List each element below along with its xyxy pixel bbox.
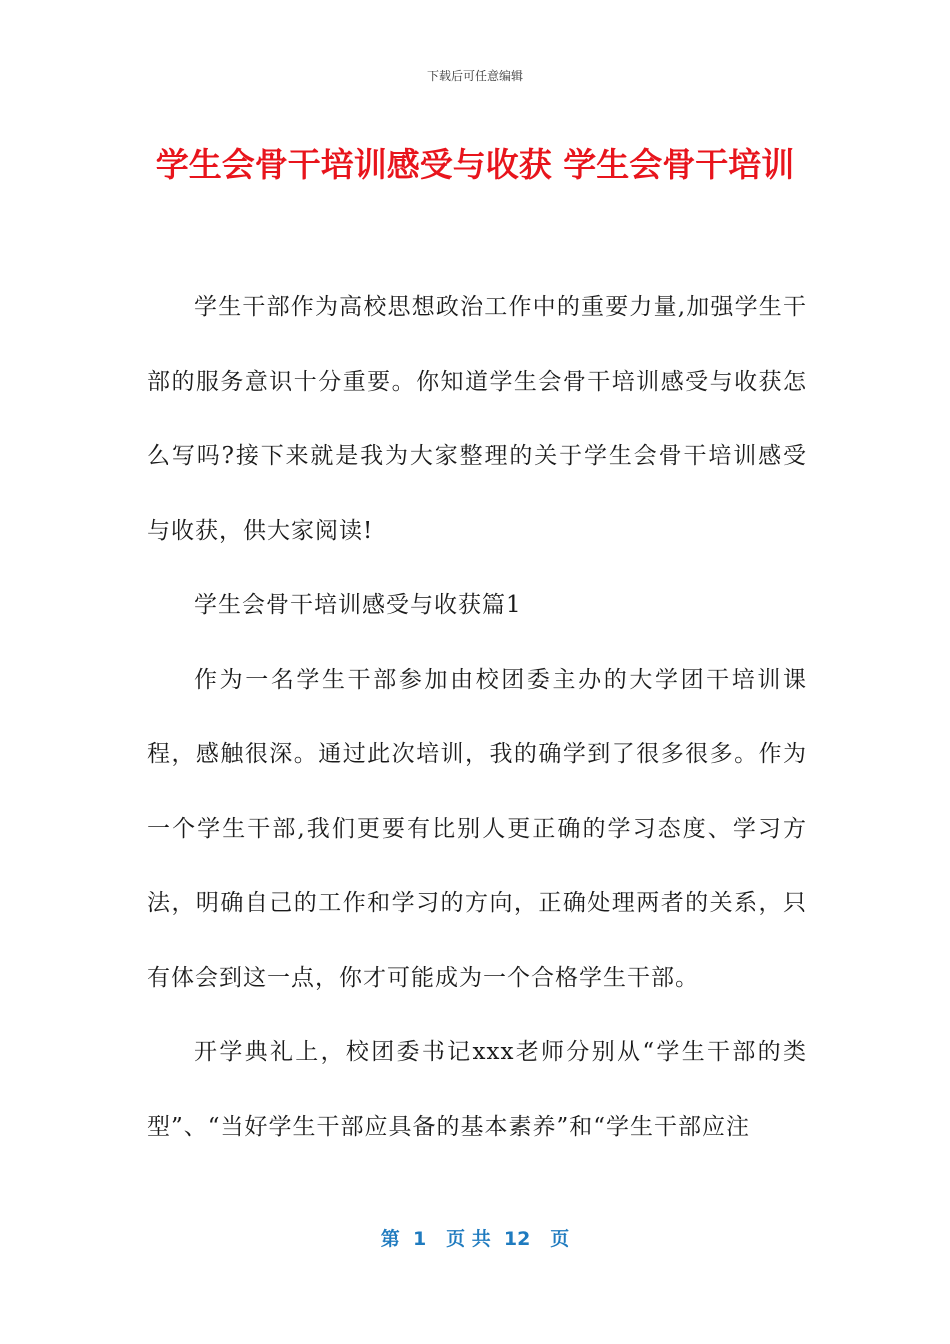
header-note: 下载后可任意编辑 [426,69,523,83]
page-number-footer: 第 1 页 共 12 页 [380,1228,570,1250]
paragraph-ceremony: 开学典礼上，校团委书记xxx老师分别从“学生干部的类型”、“当好学生干部应具备的基本素养”和“学生干部应注 [147,1039,807,1140]
document-body [147,270,807,1164]
section-heading: 学生会骨干培训感受与收获篇1 [194,592,522,618]
paragraph-intro: 学生干部作为高校思想政治工作中的重要力量,加强学生干部的服务意识十分重要。你知道学生会骨干培训感受与收获怎么写吗?接下来就是我为大家整理的关于学生会骨干培训感受与收获，供大家阅读! [147,294,807,544]
document-title: 学生会骨干培训感受与收获 学生会骨干培训 [155,145,795,184]
paragraph-training: 作为一名学生干部参加由校团委主办的大学团干培训课程，感触很深。通过此次培训，我的确学到了很多很多。作为一个学生干部,我们更要有比别人更正确的学习态度、学习方法，明确自己的工作和学习的方向，正确处理两者的关系，只有体会到这一点，你才可能成为一个合格学生干部。 [147,666,807,991]
